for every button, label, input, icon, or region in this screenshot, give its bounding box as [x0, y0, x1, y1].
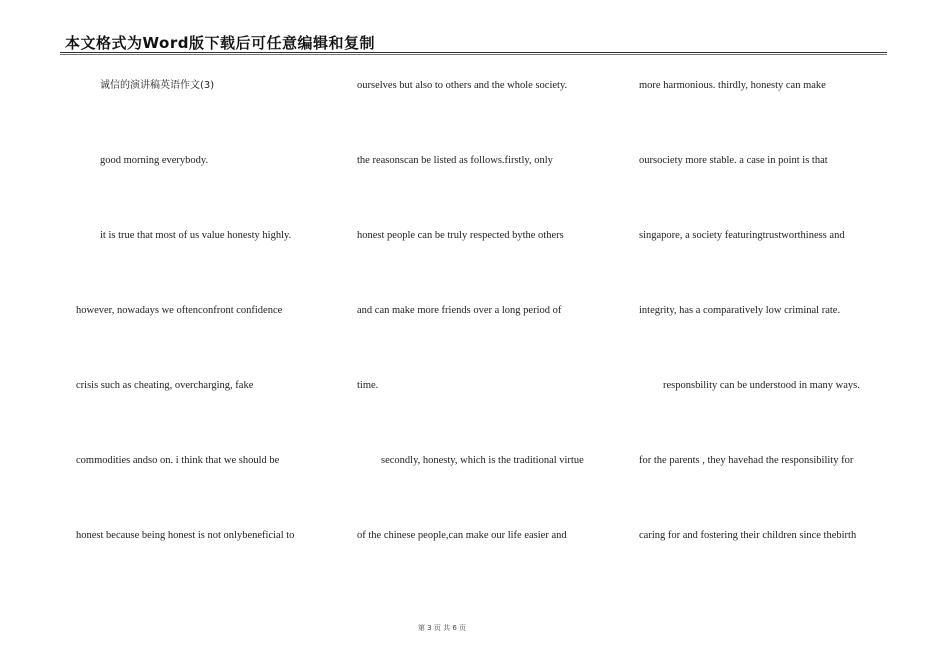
text-line: time. [357, 380, 379, 391]
text-line: it is true that most of us value honesty highly. [100, 230, 292, 241]
header-title: 本文格式为Word版下载后可任意编辑和复制 [65, 34, 375, 52]
text-line: caring for and fostering their children since thebirth [639, 530, 857, 541]
text-line: for the parents , they havehad the responsibility for [639, 455, 854, 466]
text-line: singapore, a society featuringtrustworthiness and [639, 230, 845, 241]
text-line: more harmonious. thirdly, honesty can make [639, 80, 826, 91]
header-rule [60, 52, 887, 53]
text-line: good morning everybody. [100, 155, 209, 166]
text-line: honest because being honest is not onlybeneficial to [76, 530, 295, 541]
text-line: ourselves but also to others and the whole society. [357, 80, 568, 91]
text-line: honest people can be truly respected bythe others [357, 230, 564, 241]
text-line: and can make more friends over a long period of [357, 305, 562, 316]
text-line: integrity, has a comparatively low criminal rate. [639, 305, 841, 316]
text-line: secondly, honesty, which is the traditional virtue [381, 455, 584, 466]
text-line: crisis such as cheating, overcharging, fake [76, 380, 254, 391]
column-1-heading: 诚信的演讲稿英语作文(3) [100, 80, 215, 91]
text-line: oursociety more stable. a case in point is that [639, 155, 828, 166]
text-line: the reasonscan be listed as follows.firstly, only [357, 155, 553, 166]
header-rule-secondary [60, 54, 887, 55]
text-line: commodities andso on. i think that we should be [76, 455, 280, 466]
text-line: however, nowadays we oftenconfront confidence [76, 305, 283, 316]
page-number-indicator: 第 3 页 共 6 页 [417, 624, 467, 632]
text-line: of the chinese people,can make our life easier and [357, 530, 567, 541]
text-line: responsbility can be understood in many ways. [663, 380, 860, 391]
